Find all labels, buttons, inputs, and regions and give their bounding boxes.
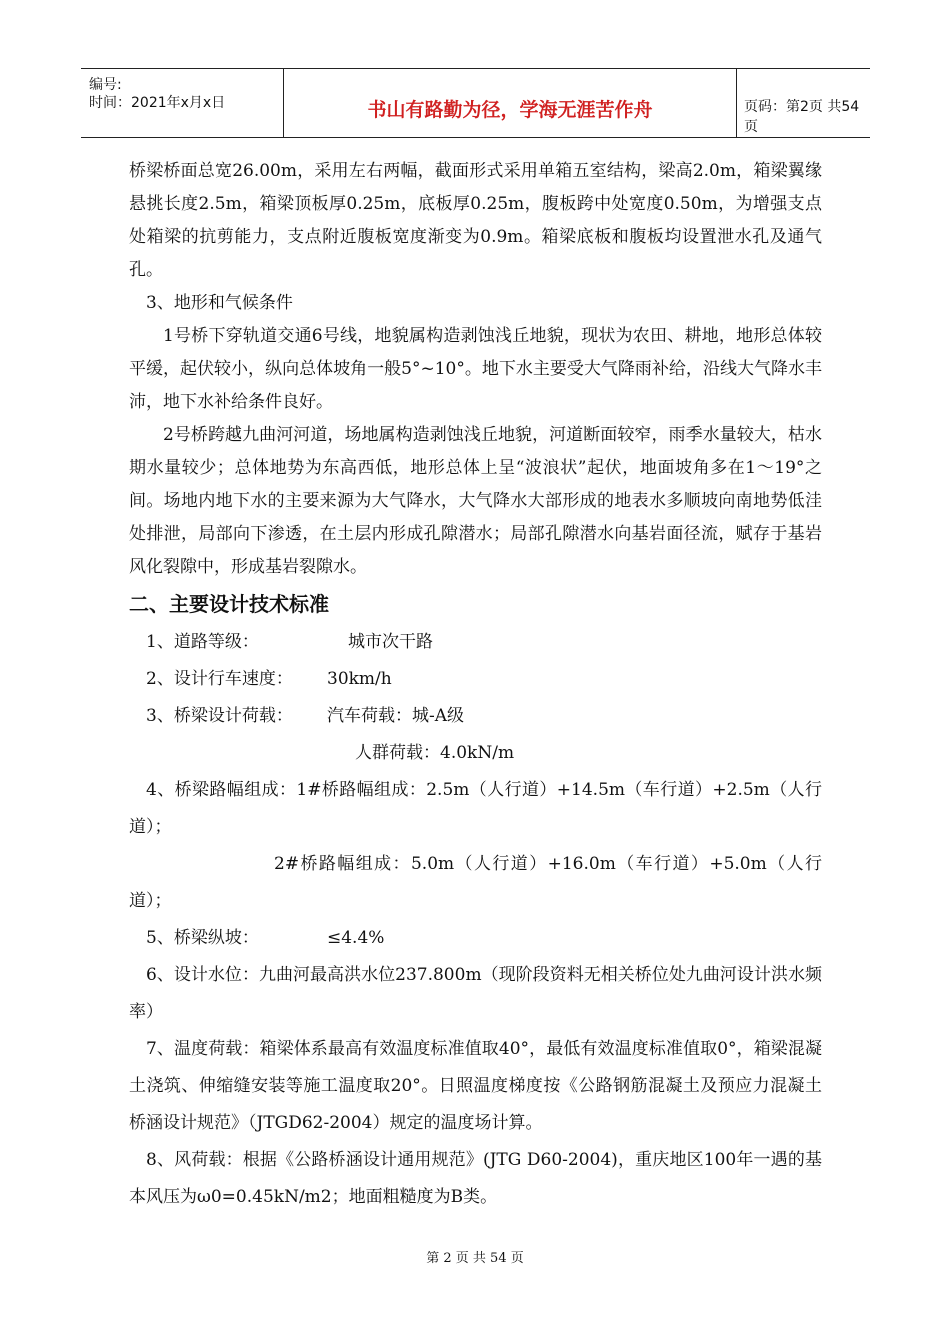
standard-item-temperature: 7、温度荷载：箱梁体系最高有效温度标准值取40°，最低有效温度标准值取0°，箱梁混凝土浇筑、伸缩缝安装等施工温度取20°。日照温度梯度按《公路钢筋混凝土及预应力混凝土桥涵设计规范》（JTGD62-2004）规定的温度场计算。 [129,1039,822,1133]
paragraph-bridge-1-terrain: 1号桥下穿轨道交通6号线，地貌属构造剥蚀浅丘地貌，现状为农田、耕地，地形总体较平缓，起伏较小，纵向总体坡角一般5°~10°。地下水主要受大气降雨补给，沿线大气降水丰沛，地下水补给条件良好。 [129,326,822,412]
item-label: 1、道路等级： [146,632,259,652]
item-value: 30km/h [327,669,392,689]
paragraph-bridge-deck: 桥梁桥面总宽26.00m，采用左右两幅，截面形式采用单箱五室结构，梁高2.0m，箱梁翼缘悬挑长度2.5m，箱梁顶板厚0.25m，底板厚0.25m，腹板跨中处宽度0.50m，为增强支点处箱梁的抗剪能力，支点附近腹板宽度渐变为0.9m。箱梁底板和腹板均设置泄水孔及通气孔。 [129,161,822,280]
item-label: 3、桥梁设计荷载： [146,706,293,726]
header-motto-cell [283,69,737,137]
header-page-cell [736,69,870,137]
page-header [81,68,870,138]
document-body [129,155,822,1216]
section-heading-design-standards: 二、主要设计技术标准 [129,592,329,616]
standard-item-width: 4、桥梁路幅组成：1#桥路幅组成：2.5m（人行道）+14.5m（车行道）+2.5m（人行道）； [129,780,822,837]
item-value: 城市次干路 [348,632,433,652]
document-date-label: 时间：2021年x月x日 [89,95,226,111]
standard-item-water-level: 6、设计水位：九曲河最高洪水位237.800m（现阶段资料无相关桥位处九曲河设计洪水频率） [129,965,822,1022]
header-info-cell [81,69,283,137]
item-label: 2、设计行车速度： [146,669,293,689]
standard-item-width-bridge-2: 2#桥路幅组成：5.0m（人行道）+16.0m（车行道）+5.0m（人行道）； [129,854,822,911]
standard-item-road-grade [129,624,822,661]
item-label: 5、桥梁纵坡： [146,928,259,948]
page-footer: 第 2 页 共 54 页 [426,1251,524,1266]
standard-item-wind: 8、风荷载：根据《公路桥涵设计通用规范》(JTG D60-2004)，重庆地区100年一遇的基本风压为ω0=0.45kN/m2；地面粗糙度为B类。 [129,1150,822,1207]
header-motto: 书山有路勤为径，学海无涯苦作舟 [367,99,653,121]
standard-item-slope [129,920,822,957]
standard-item-load [129,698,822,735]
paragraph-bridge-2-terrain: 2号桥跨越九曲河河道，场地属构造剥蚀浅丘地貌，河道断面较窄，雨季水量较大，枯水期水量较少；总体地势为东高西低，地形总体上呈“波浪状”起伏，地面坡角多在1～19°之间。场地内地下水的主要来源为大气降水，大气降水大部形成的地表水多顺坡向南地势低洼处排泄，局部向下渗透，在土层内形成孔隙潜水；局部孔隙潜水向基岩面径流，赋存于基岩风化裂隙中，形成基岩裂隙水。 [129,425,822,577]
standard-item-speed [129,661,822,698]
item-value: 汽车荷载：城-A级 [327,706,465,726]
document-number-label: 编号: [89,77,122,93]
item-value: ≤4.4% [327,928,385,948]
header-page-number: 页码：第2页 共54页 [744,99,860,135]
subheading-terrain-climate: 3、地形和气候条件 [146,293,293,313]
standard-item-crowd-load: 人群荷载：4.0kN/m [355,743,515,763]
